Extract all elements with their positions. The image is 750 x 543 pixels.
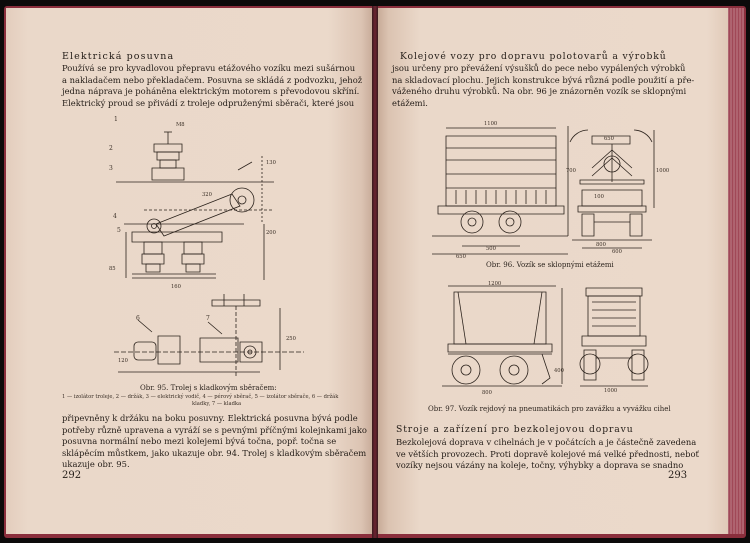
figure-96-drawing <box>432 120 702 260</box>
text-line: ukazuje obr. 95. <box>62 459 130 470</box>
text-line: sklápěcím můstkem, jako ukazuje obr. 94. Trolej s kladkovým sběračem <box>62 447 367 458</box>
fig95-part-label: 2 <box>109 145 113 152</box>
figure-95-legend <box>62 394 338 408</box>
figure-97-drawing <box>442 278 672 400</box>
right-heading: Kolejové vozy pro dopravu polotovarů a výrobků <box>400 51 667 62</box>
fig95-part-label: 4 <box>113 213 117 220</box>
right-intro-paragraph <box>392 63 708 109</box>
page-edges <box>728 8 744 534</box>
fig96-dimension: 600 <box>612 249 622 255</box>
fig97-dimension: 400 <box>554 368 564 374</box>
text-line: ve větších provozech. Proti dopravě kolejové má velké přednosti, neboť <box>396 448 699 459</box>
fig95-part-label: 5 <box>117 227 121 234</box>
fig95-part-label: 7 <box>206 315 210 322</box>
text-line: etážemi. <box>392 97 428 108</box>
fig96-dimension: 650 <box>456 254 466 260</box>
right-page-number: 293 <box>668 470 688 481</box>
right-page <box>378 8 728 534</box>
fig95-part-label: 3 <box>109 165 113 172</box>
fig97-dimension: 1000 <box>604 388 618 394</box>
text-line: posuvna normální nebo mezi kolejemi bývá točna, popř. točna se <box>62 436 337 447</box>
text-line: Elektrický proud se přivádí z troleje odpruženými sběrači, které jsou <box>62 97 355 108</box>
fig96-dimension: 650 <box>604 136 614 142</box>
fig95-dimension: 320 <box>202 192 212 198</box>
legend-line: kladky, 7 — kladka <box>192 401 242 407</box>
left-intro-paragraph <box>62 63 363 109</box>
text-line: jsou určeny pro převážení výsušků do pece nebo vypálených výrobků <box>392 63 686 73</box>
legend-line: 1 — izolátor troleje, 2 — držák, 3 — elektrický vodič, 4 — pérový sběrač, 5 — izolátor sběrače, 6 — držák <box>62 394 339 400</box>
text-line: vozíky nejsou vázány na koleje, točny, výhybky a doprava se snadno <box>396 460 684 471</box>
fig96-dimension: 1000 <box>656 168 670 174</box>
fig96-dimension: 700 <box>566 168 576 174</box>
text-line: potřeby různě upravena a vyráží se s pevnými příčnými kolejnkami jako <box>62 424 367 435</box>
fig97-dimension: 800 <box>482 390 492 396</box>
fig95-part-label: 1 <box>114 116 118 123</box>
fig96-dimension: 800 <box>596 242 606 248</box>
left-page-number: 292 <box>62 470 82 481</box>
fig95-dimension: 130 <box>266 160 276 166</box>
figure-97-caption: Obr. 97. Vozík rejdový na pneumatikách pro zavážku a vyvážku cihel <box>428 405 671 413</box>
fig95-dimension: 160 <box>171 284 181 290</box>
text-line: připevněny k držáku na boku posuvny. Elektrická posuvna bývá podle <box>62 413 358 423</box>
fig96-dimension: 500 <box>486 246 496 252</box>
text-line: na skladovací plochu. Jejich konstrukce bývá různá podle použití a pře- <box>392 74 695 85</box>
book-spread <box>4 6 746 538</box>
figure-95-drawing <box>104 114 314 382</box>
fig97-dimension: 1200 <box>488 281 502 287</box>
fig95-dimension: M8 <box>176 122 185 128</box>
text-line: jedna náprava je poháněna elektrickým motorem s převodovou skříní. <box>62 86 360 97</box>
left-page <box>6 8 372 534</box>
fig95-dimension: 120 <box>118 358 128 364</box>
fig96-dimension: 1100 <box>484 121 498 127</box>
fig95-dimension: 250 <box>286 336 296 342</box>
figure-95-caption: Obr. 95. Trolej s kladkovým sběračem: <box>140 384 277 392</box>
text-line: váženého druhu výrobků. Na obr. 96 je znázorněn vozík se sklopnými <box>392 86 687 97</box>
text-line: a nakladačem nebo překladačem. Posuvna se skládá z podvozku, jehož <box>62 74 363 85</box>
left-closing-paragraph <box>62 413 367 471</box>
right-section-paragraph <box>396 437 708 472</box>
text-line: Bezkolejová doprava v cihelnách je v počátcích a je částečně zavedena <box>396 437 697 447</box>
fig95-dimension: 200 <box>266 230 276 236</box>
fig96-dimension: 100 <box>594 194 604 200</box>
fig95-part-label: 6 <box>136 315 140 322</box>
figure-96-caption: Obr. 96. Vozík se sklopnými etážemi <box>486 261 614 269</box>
text-line: Používá se pro kyvadlovou přepravu etážového vozíku mezi sušárnou <box>62 63 356 73</box>
left-heading: Elektrická posuvna <box>62 51 175 62</box>
section-heading: Stroje a zařízení pro bezkolejovou dopravu <box>396 424 634 435</box>
fig95-dimension: 85 <box>109 266 116 272</box>
